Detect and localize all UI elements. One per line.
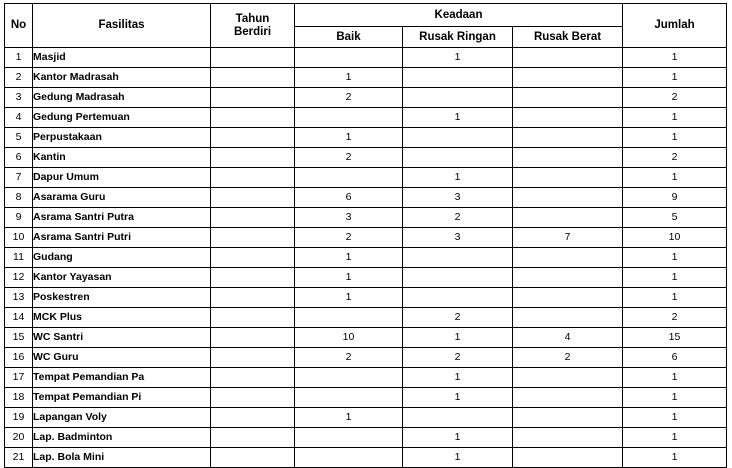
cell-rusak-ringan — [403, 248, 513, 268]
cell-no: 3 — [5, 88, 33, 108]
cell-jumlah: 1 — [623, 428, 727, 448]
cell-rusak-ringan: 3 — [403, 228, 513, 248]
table-row — [5, 428, 727, 448]
cell-no: 14 — [5, 308, 33, 328]
cell-baik: 2 — [295, 348, 403, 368]
cell-tahun-berdiri — [211, 308, 295, 328]
cell-rusak-berat — [513, 168, 623, 188]
cell-baik: 1 — [295, 248, 403, 268]
table-row — [5, 188, 727, 208]
cell-baik: 2 — [295, 148, 403, 168]
table-row — [5, 88, 727, 108]
cell-tahun-berdiri — [211, 388, 295, 408]
cell-no: 8 — [5, 188, 33, 208]
header-tahun-berdiri-line2: Berdiri — [233, 25, 272, 38]
cell-jumlah: 6 — [623, 348, 727, 368]
cell-rusak-berat — [513, 428, 623, 448]
header-rusak-ringan: Rusak Ringan — [403, 27, 513, 48]
cell-fasilitas: Kantor Madrasah — [33, 68, 211, 88]
cell-baik — [295, 48, 403, 68]
cell-rusak-ringan: 1 — [403, 448, 513, 468]
cell-rusak-berat — [513, 108, 623, 128]
cell-rusak-berat — [513, 308, 623, 328]
cell-baik — [295, 108, 403, 128]
cell-no: 5 — [5, 128, 33, 148]
cell-fasilitas: Masjid — [33, 48, 211, 68]
cell-rusak-berat — [513, 88, 623, 108]
cell-tahun-berdiri — [211, 288, 295, 308]
cell-baik — [295, 388, 403, 408]
cell-tahun-berdiri — [211, 48, 295, 68]
cell-no: 7 — [5, 168, 33, 188]
cell-rusak-ringan — [403, 128, 513, 148]
cell-fasilitas: Lap. Bola Mini — [33, 448, 211, 468]
header-no: No — [5, 4, 33, 48]
cell-rusak-berat — [513, 268, 623, 288]
cell-jumlah: 2 — [623, 148, 727, 168]
cell-no: 2 — [5, 68, 33, 88]
cell-baik: 6 — [295, 188, 403, 208]
cell-fasilitas: Gedung Pertemuan — [33, 108, 211, 128]
cell-tahun-berdiri — [211, 108, 295, 128]
cell-no: 6 — [5, 148, 33, 168]
table-row — [5, 348, 727, 368]
cell-jumlah: 1 — [623, 248, 727, 268]
cell-fasilitas: Tempat Pemandian Pi — [33, 388, 211, 408]
cell-fasilitas: Asarama Guru — [33, 188, 211, 208]
cell-tahun-berdiri — [211, 208, 295, 228]
table-row — [5, 408, 727, 428]
cell-jumlah: 5 — [623, 208, 727, 228]
cell-rusak-ringan: 1 — [403, 368, 513, 388]
cell-tahun-berdiri — [211, 188, 295, 208]
cell-baik: 10 — [295, 328, 403, 348]
table-row — [5, 128, 727, 148]
table-row — [5, 48, 727, 68]
cell-tahun-berdiri — [211, 148, 295, 168]
cell-jumlah: 9 — [623, 188, 727, 208]
table-row — [5, 108, 727, 128]
cell-jumlah: 2 — [623, 308, 727, 328]
cell-rusak-berat — [513, 68, 623, 88]
table-row — [5, 308, 727, 328]
cell-no: 19 — [5, 408, 33, 428]
cell-rusak-ringan: 1 — [403, 48, 513, 68]
table-body — [5, 48, 727, 468]
cell-no: 15 — [5, 328, 33, 348]
facility-table — [4, 3, 727, 468]
cell-rusak-berat — [513, 408, 623, 428]
header-baik: Baik — [295, 27, 403, 48]
cell-baik: 3 — [295, 208, 403, 228]
cell-jumlah: 1 — [623, 128, 727, 148]
cell-rusak-berat — [513, 368, 623, 388]
table-row — [5, 368, 727, 388]
cell-no: 9 — [5, 208, 33, 228]
cell-fasilitas: Kantor Yayasan — [33, 268, 211, 288]
table-row — [5, 268, 727, 288]
cell-baik — [295, 308, 403, 328]
cell-rusak-berat — [513, 208, 623, 228]
cell-rusak-ringan — [403, 268, 513, 288]
cell-fasilitas: Tempat Pemandian Pa — [33, 368, 211, 388]
cell-baik — [295, 168, 403, 188]
cell-rusak-ringan: 3 — [403, 188, 513, 208]
cell-rusak-berat — [513, 188, 623, 208]
cell-fasilitas: MCK Plus — [33, 308, 211, 328]
cell-fasilitas: Gudang — [33, 248, 211, 268]
cell-rusak-ringan: 1 — [403, 108, 513, 128]
cell-tahun-berdiri — [211, 428, 295, 448]
cell-jumlah: 1 — [623, 288, 727, 308]
cell-jumlah: 10 — [623, 228, 727, 248]
cell-tahun-berdiri — [211, 128, 295, 148]
cell-tahun-berdiri — [211, 68, 295, 88]
cell-baik: 2 — [295, 88, 403, 108]
cell-baik: 1 — [295, 68, 403, 88]
cell-no: 16 — [5, 348, 33, 368]
cell-fasilitas: Poskestren — [33, 288, 211, 308]
cell-rusak-ringan: 2 — [403, 308, 513, 328]
cell-fasilitas: Lapangan Voly — [33, 408, 211, 428]
cell-jumlah: 1 — [623, 48, 727, 68]
cell-rusak-ringan: 2 — [403, 208, 513, 228]
cell-rusak-berat — [513, 288, 623, 308]
cell-rusak-ringan — [403, 88, 513, 108]
cell-rusak-ringan: 2 — [403, 348, 513, 368]
cell-fasilitas: WC Santri — [33, 328, 211, 348]
cell-no: 17 — [5, 368, 33, 388]
table-row — [5, 248, 727, 268]
cell-tahun-berdiri — [211, 328, 295, 348]
cell-jumlah: 2 — [623, 88, 727, 108]
cell-jumlah: 1 — [623, 268, 727, 288]
cell-tahun-berdiri — [211, 448, 295, 468]
cell-jumlah: 15 — [623, 328, 727, 348]
cell-rusak-berat — [513, 248, 623, 268]
cell-rusak-berat: 7 — [513, 228, 623, 248]
header-jumlah: Jumlah — [623, 4, 727, 48]
cell-jumlah: 1 — [623, 68, 727, 88]
table-row — [5, 148, 727, 168]
cell-no: 11 — [5, 248, 33, 268]
cell-tahun-berdiri — [211, 88, 295, 108]
cell-baik: 2 — [295, 228, 403, 248]
cell-tahun-berdiri — [211, 228, 295, 248]
cell-baik: 1 — [295, 268, 403, 288]
cell-jumlah: 1 — [623, 368, 727, 388]
cell-baik — [295, 448, 403, 468]
cell-no: 20 — [5, 428, 33, 448]
cell-no: 4 — [5, 108, 33, 128]
cell-tahun-berdiri — [211, 408, 295, 428]
cell-rusak-ringan — [403, 148, 513, 168]
cell-baik: 1 — [295, 288, 403, 308]
cell-tahun-berdiri — [211, 168, 295, 188]
table-row — [5, 208, 727, 228]
table-row — [5, 68, 727, 88]
header-tahun-berdiri-line1: Tahun — [235, 12, 270, 25]
cell-rusak-berat: 2 — [513, 348, 623, 368]
cell-rusak-ringan — [403, 408, 513, 428]
table-row — [5, 388, 727, 408]
cell-fasilitas: WC Guru — [33, 348, 211, 368]
cell-rusak-ringan — [403, 288, 513, 308]
table-row — [5, 228, 727, 248]
cell-baik: 1 — [295, 408, 403, 428]
cell-no: 10 — [5, 228, 33, 248]
cell-no: 21 — [5, 448, 33, 468]
cell-tahun-berdiri — [211, 248, 295, 268]
cell-rusak-ringan: 1 — [403, 428, 513, 448]
cell-fasilitas: Asrama Santri Putra — [33, 208, 211, 228]
cell-fasilitas: Dapur Umum — [33, 168, 211, 188]
cell-rusak-berat — [513, 48, 623, 68]
cell-no: 1 — [5, 48, 33, 68]
table-row — [5, 448, 727, 468]
table-header — [5, 4, 727, 48]
cell-rusak-berat — [513, 448, 623, 468]
cell-rusak-ringan: 1 — [403, 388, 513, 408]
cell-tahun-berdiri — [211, 268, 295, 288]
cell-fasilitas: Lap. Badminton — [33, 428, 211, 448]
header-rusak-berat: Rusak Berat — [513, 27, 623, 48]
cell-no: 18 — [5, 388, 33, 408]
cell-jumlah: 1 — [623, 108, 727, 128]
cell-no: 12 — [5, 268, 33, 288]
cell-jumlah: 1 — [623, 168, 727, 188]
cell-jumlah: 1 — [623, 388, 727, 408]
cell-rusak-berat: 4 — [513, 328, 623, 348]
cell-fasilitas: Perpustakaan — [33, 128, 211, 148]
cell-rusak-ringan: 1 — [403, 168, 513, 188]
table-row — [5, 328, 727, 348]
cell-rusak-ringan: 1 — [403, 328, 513, 348]
header-keadaan: Keadaan — [295, 4, 623, 27]
header-tahun-berdiri — [211, 4, 295, 48]
cell-rusak-berat — [513, 128, 623, 148]
cell-fasilitas: Gedung Madrasah — [33, 88, 211, 108]
cell-fasilitas: Kantin — [33, 148, 211, 168]
cell-rusak-berat — [513, 148, 623, 168]
cell-no: 13 — [5, 288, 33, 308]
table-row — [5, 288, 727, 308]
table-row — [5, 168, 727, 188]
cell-tahun-berdiri — [211, 368, 295, 388]
cell-fasilitas: Asrama Santri Putri — [33, 228, 211, 248]
cell-baik: 1 — [295, 128, 403, 148]
cell-tahun-berdiri — [211, 348, 295, 368]
cell-rusak-ringan — [403, 68, 513, 88]
cell-jumlah: 1 — [623, 448, 727, 468]
cell-baik — [295, 368, 403, 388]
header-fasilitas: Fasilitas — [33, 4, 211, 48]
cell-baik — [295, 428, 403, 448]
cell-jumlah: 1 — [623, 408, 727, 428]
header-row-main — [5, 4, 727, 27]
cell-rusak-berat — [513, 388, 623, 408]
